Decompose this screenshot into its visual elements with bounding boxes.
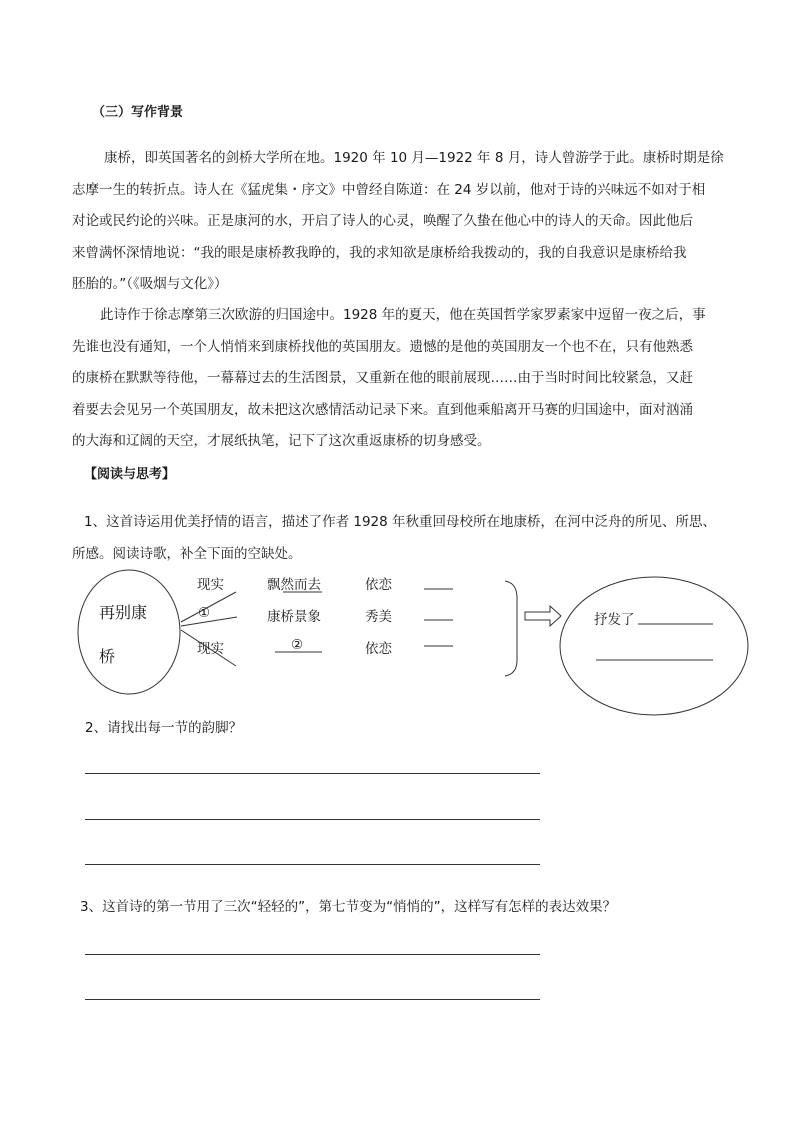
paragraph-line: 志摩一生的转折点。诗人在《猛虎集・序文》中曾经自陈道：在 24 岁以前，他对于诗的兴味远不如对于相 [72, 181, 706, 198]
answer-line-q3-2[interactable] [85, 999, 540, 1000]
paragraph-line: 此诗作于徐志摩第三次欧游的归国途中。1928 年的夏天，他在英国哲学家罗素家中逗留一夜之后，事 [100, 307, 706, 323]
left-oval-text-line-1: 再别康 [99, 603, 148, 622]
paragraph-line: 康桥，即英国著名的剑桥大学所在地。1920 年 10 月—1922 年 8 月，诗人曾游学于此。康桥时期是徐 [104, 150, 724, 166]
paragraph-line: 的大海和辽阔的天空，才展纸执笔，记下了这次重返康桥的切身感受。 [72, 433, 491, 449]
answer-line-q3-1[interactable] [85, 954, 540, 955]
answer-line-q2-1[interactable] [85, 773, 540, 774]
paragraph-line: 来曾满怀深情地说：“我的眼是康桥教我睁的，我的求知欲是康桥给我拨动的，我的自我意识是康桥给我 [72, 244, 687, 261]
row-3-scene: 现实 [197, 641, 224, 657]
section-title: （三）写作背景 [92, 105, 184, 120]
row-2-action: 康桥景象 [267, 609, 321, 625]
paragraph-line: 先谁也没有通知，一个人悄悄来到康桥找他的英国朋友。遗憾的是他的英国朋友一个也不在，只有他熟悉 [72, 338, 693, 355]
right-oval-label: 抒发了 [594, 612, 635, 628]
paragraph-line: 的康桥在默默等待他，一幕幕过去的生活图景，又重新在他的眼前展现……由于当时时间比较紧急，又赶 [72, 370, 693, 386]
row-3-blank-marker: ② [291, 637, 304, 653]
row-1-emotion: 依恋 [365, 577, 392, 593]
paragraph-line: 对论或民约论的兴味。正是康河的水，开启了诗人的心灵，唤醒了久蛰在他心中的诗人的天命。因此他后 [72, 213, 693, 229]
row-1-action: 飘然而去 [267, 577, 321, 593]
question-1-line-2: 所感。阅读诗歌，补全下面的空缺处。 [72, 546, 302, 562]
row-1-scene: 现实 [197, 577, 224, 593]
right-bracket [505, 581, 517, 676]
row-2-blank-marker: ① [198, 605, 211, 621]
arrow-right-icon [525, 606, 561, 626]
paragraph-line: 胚胎的。”（《吸烟与文化》） [72, 276, 228, 292]
question-2: 2、请找出每一节的韵脚？ [85, 720, 243, 736]
paragraph-line: 着要去会见另一个英国朋友，故未把这次感情活动记录下来。直到他乘船离开马赛的归国途中，面对汹涌 [72, 401, 693, 418]
right-oval [560, 577, 748, 715]
row-2-emotion: 秀美 [365, 609, 392, 625]
left-oval [78, 570, 180, 694]
reading-section-title: 【阅读与思考】 [84, 467, 176, 482]
left-oval-text-line-2: 桥 [99, 647, 116, 666]
answer-line-q2-3[interactable] [85, 864, 540, 865]
question-1-line-1: 1、这首诗运用优美抒情的语言，描述了作者 1928 年秋重回母校所在地康桥，在河中泛舟的所见、所思、 [84, 514, 717, 530]
question-3: 3、这首诗的第一节用了三次“轻轻的”，第七节变为“悄悄的”，这样写有怎样的表达效果？ [80, 899, 617, 915]
answer-line-q2-2[interactable] [85, 819, 540, 820]
row-3-emotion: 依恋 [365, 641, 392, 657]
